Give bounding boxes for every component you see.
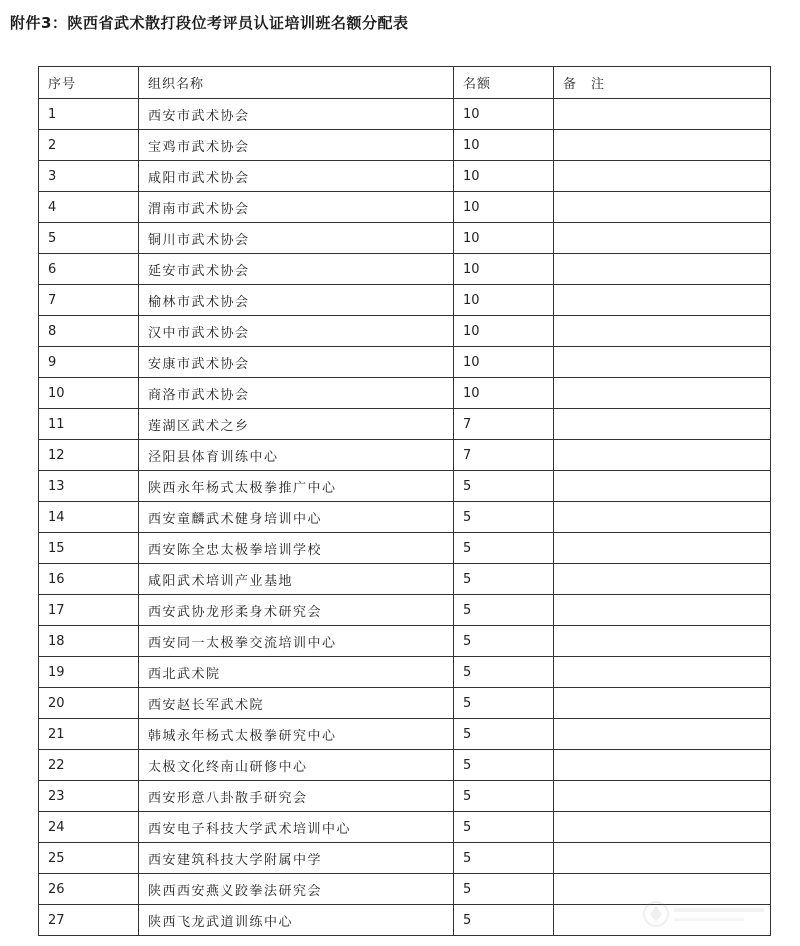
cell-quota: 5 [454, 657, 554, 688]
cell-serial-number: 26 [39, 874, 139, 905]
cell-organization-name: 铜川市武术协会 [139, 223, 454, 254]
cell-serial-number: 6 [39, 254, 139, 285]
table-row [39, 285, 771, 316]
table-row [39, 502, 771, 533]
cell-quota: 10 [454, 347, 554, 378]
cell-quota: 5 [454, 719, 554, 750]
table-row [39, 347, 771, 378]
table-row [39, 812, 771, 843]
cell-organization-name: 咸阳市武术协会 [139, 161, 454, 192]
cell-organization-name: 陕西西安燕义跤拳法研究会 [139, 874, 454, 905]
cell-serial-number: 19 [39, 657, 139, 688]
cell-remarks [554, 750, 771, 781]
cell-quota: 10 [454, 254, 554, 285]
cell-serial-number: 2 [39, 130, 139, 161]
cell-remarks [554, 657, 771, 688]
cell-remarks [554, 812, 771, 843]
table-row [39, 750, 771, 781]
cell-quota: 7 [454, 409, 554, 440]
table-row [39, 533, 771, 564]
cell-remarks [554, 688, 771, 719]
cell-organization-name: 韩城永年杨式太极拳研究中心 [139, 719, 454, 750]
cell-organization-name: 渭南市武术协会 [139, 192, 454, 223]
cell-serial-number: 8 [39, 316, 139, 347]
cell-organization-name: 咸阳武术培训产业基地 [139, 564, 454, 595]
cell-remarks [554, 347, 771, 378]
cell-quota: 10 [454, 99, 554, 130]
cell-remarks [554, 316, 771, 347]
cell-quota: 5 [454, 843, 554, 874]
cell-serial-number: 7 [39, 285, 139, 316]
cell-remarks [554, 564, 771, 595]
watermark-logo-icon [640, 896, 770, 932]
table-row [39, 595, 771, 626]
cell-quota: 5 [454, 812, 554, 843]
table-row [39, 378, 771, 409]
cell-remarks [554, 440, 771, 471]
cell-organization-name: 西安童麟武术健身培训中心 [139, 502, 454, 533]
header-organization-name: 组织名称 [139, 67, 454, 99]
cell-quota: 5 [454, 564, 554, 595]
cell-remarks [554, 378, 771, 409]
cell-remarks [554, 223, 771, 254]
header-quota: 名额 [454, 67, 554, 99]
cell-organization-name: 西安武协龙形柔身术研究会 [139, 595, 454, 626]
table-row [39, 626, 771, 657]
cell-organization-name: 泾阳县体育训练中心 [139, 440, 454, 471]
cell-remarks [554, 161, 771, 192]
cell-organization-name: 榆林市武术协会 [139, 285, 454, 316]
table-row [39, 440, 771, 471]
cell-quota: 10 [454, 192, 554, 223]
table-row [39, 192, 771, 223]
cell-organization-name: 安康市武术协会 [139, 347, 454, 378]
cell-quota: 5 [454, 905, 554, 936]
cell-serial-number: 23 [39, 781, 139, 812]
cell-organization-name: 西安市武术协会 [139, 99, 454, 130]
cell-organization-name: 西安同一太极拳交流培训中心 [139, 626, 454, 657]
cell-serial-number: 14 [39, 502, 139, 533]
cell-serial-number: 4 [39, 192, 139, 223]
cell-serial-number: 24 [39, 812, 139, 843]
table-row [39, 161, 771, 192]
cell-remarks [554, 99, 771, 130]
cell-serial-number: 22 [39, 750, 139, 781]
table-row [39, 130, 771, 161]
cell-remarks [554, 254, 771, 285]
header-remarks: 备 注 [554, 67, 771, 99]
table-row [39, 99, 771, 130]
cell-quota: 5 [454, 533, 554, 564]
quota-allocation-table [38, 66, 771, 936]
cell-organization-name: 延安市武术协会 [139, 254, 454, 285]
cell-remarks [554, 285, 771, 316]
cell-organization-name: 陕西飞龙武道训练中心 [139, 905, 454, 936]
cell-remarks [554, 595, 771, 626]
cell-serial-number: 3 [39, 161, 139, 192]
cell-quota: 5 [454, 595, 554, 626]
table-row [39, 843, 771, 874]
cell-organization-name: 陕西永年杨式太极拳推广中心 [139, 471, 454, 502]
cell-remarks [554, 719, 771, 750]
cell-serial-number: 16 [39, 564, 139, 595]
table-row [39, 409, 771, 440]
table-row [39, 254, 771, 285]
cell-organization-name: 西安赵长军武术院 [139, 688, 454, 719]
cell-quota: 10 [454, 223, 554, 254]
cell-organization-name: 汉中市武术协会 [139, 316, 454, 347]
cell-serial-number: 10 [39, 378, 139, 409]
cell-remarks [554, 471, 771, 502]
cell-quota: 5 [454, 502, 554, 533]
cell-quota: 10 [454, 130, 554, 161]
cell-quota: 10 [454, 378, 554, 409]
cell-remarks [554, 130, 771, 161]
cell-serial-number: 1 [39, 99, 139, 130]
cell-quota: 5 [454, 874, 554, 905]
cell-organization-name: 西安电子科技大学武术培训中心 [139, 812, 454, 843]
cell-serial-number: 13 [39, 471, 139, 502]
cell-quota: 5 [454, 471, 554, 502]
cell-organization-name: 西安陈全忠太极拳培训学校 [139, 533, 454, 564]
cell-serial-number: 9 [39, 347, 139, 378]
table-row [39, 719, 771, 750]
cell-serial-number: 27 [39, 905, 139, 936]
cell-organization-name: 西北武术院 [139, 657, 454, 688]
cell-quota: 5 [454, 688, 554, 719]
cell-organization-name: 宝鸡市武术协会 [139, 130, 454, 161]
table-row [39, 223, 771, 254]
cell-serial-number: 5 [39, 223, 139, 254]
cell-remarks [554, 409, 771, 440]
cell-serial-number: 15 [39, 533, 139, 564]
document-title: 附件3：陕西省武术散打段位考评员认证培训班名额分配表 [10, 14, 409, 32]
cell-remarks [554, 781, 771, 812]
table-header-row [39, 67, 771, 99]
cell-organization-name: 商洛市武术协会 [139, 378, 454, 409]
cell-quota: 10 [454, 161, 554, 192]
cell-organization-name: 太极文化终南山研修中心 [139, 750, 454, 781]
cell-remarks [554, 626, 771, 657]
table-row [39, 564, 771, 595]
cell-serial-number: 20 [39, 688, 139, 719]
cell-organization-name: 莲湖区武术之乡 [139, 409, 454, 440]
table-row [39, 316, 771, 347]
cell-serial-number: 17 [39, 595, 139, 626]
cell-remarks [554, 502, 771, 533]
cell-remarks [554, 843, 771, 874]
cell-quota: 7 [454, 440, 554, 471]
header-serial-number: 序号 [39, 67, 139, 99]
cell-quota: 10 [454, 316, 554, 347]
table-row [39, 657, 771, 688]
cell-serial-number: 21 [39, 719, 139, 750]
cell-serial-number: 11 [39, 409, 139, 440]
cell-quota: 5 [454, 626, 554, 657]
cell-serial-number: 25 [39, 843, 139, 874]
cell-remarks [554, 533, 771, 564]
cell-quota: 5 [454, 781, 554, 812]
table-row [39, 471, 771, 502]
cell-remarks [554, 192, 771, 223]
table-row [39, 688, 771, 719]
cell-quota: 10 [454, 285, 554, 316]
cell-serial-number: 18 [39, 626, 139, 657]
cell-organization-name: 西安建筑科技大学附属中学 [139, 843, 454, 874]
table-body [39, 99, 771, 936]
cell-quota: 5 [454, 750, 554, 781]
cell-organization-name: 西安形意八卦散手研究会 [139, 781, 454, 812]
cell-serial-number: 12 [39, 440, 139, 471]
table-row [39, 781, 771, 812]
